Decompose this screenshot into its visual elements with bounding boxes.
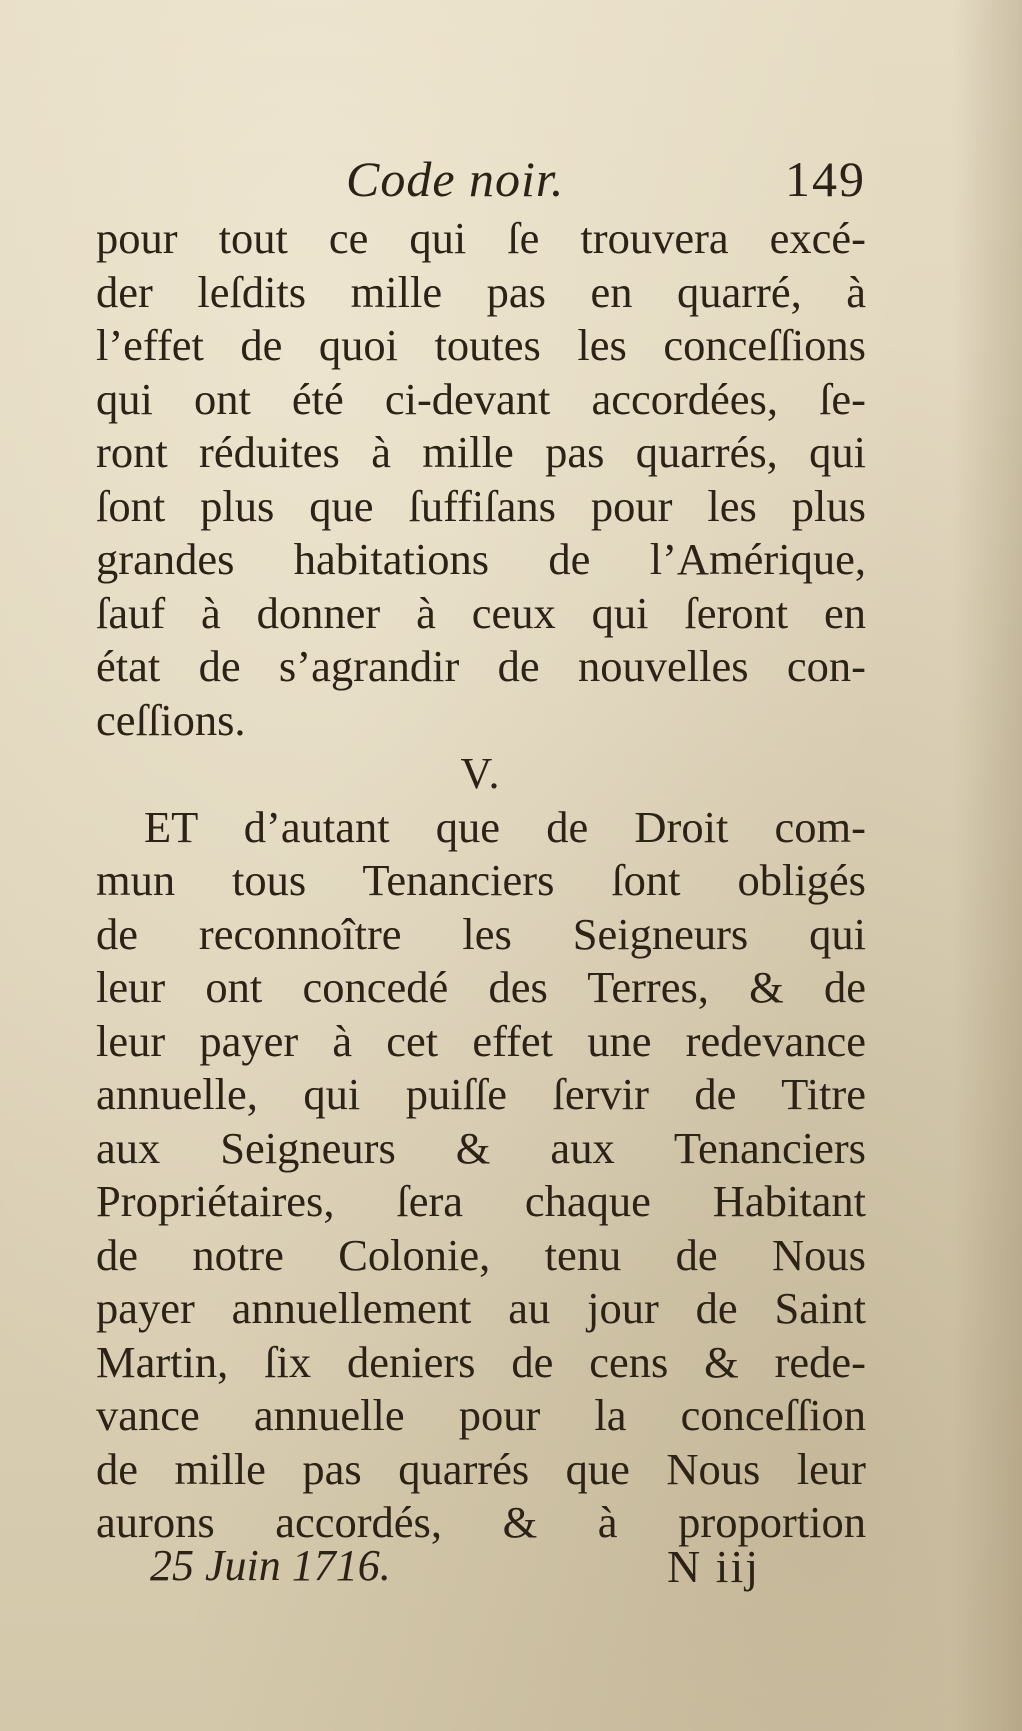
text-line: ront réduites à mille pas quarrés, qui <box>96 427 866 477</box>
text-line: ſont plus que ſuffiſans pour les plus <box>96 480 866 531</box>
footer-date: 25 Juin 1716. <box>150 1541 391 1590</box>
text-line: vance annuelle pour la conceſſion <box>96 1390 866 1440</box>
section-heading: V. <box>460 749 502 798</box>
text-line: de notre Colonie, tenu de Nous <box>96 1229 866 1280</box>
text-line: aux Seigneurs & aux Tenanciers <box>96 1122 866 1173</box>
text-line: aurons accordés, & à proportion <box>96 1497 866 1547</box>
text-line: pour tout ce qui ſe trouvera excé- <box>96 213 866 263</box>
signature-mark: N iij <box>666 1541 760 1592</box>
page-header <box>96 150 866 210</box>
main-text <box>96 212 866 1550</box>
page-edge-shadow <box>952 0 1022 1731</box>
running-title: Code noir. <box>346 151 565 207</box>
text-line: leur payer à cet effet une redevance <box>96 1015 866 1066</box>
text-line: payer annuellement au jour de Saint <box>96 1283 866 1333</box>
text-line: de mille pas quarrés que Nous leur <box>96 1443 866 1494</box>
text-line: der leſdits mille pas en quarré, à <box>96 266 866 317</box>
text-line: ET d’autant que de Droit com- <box>144 801 866 852</box>
text-line: qui ont été ci-devant accordées, ſe- <box>96 373 866 424</box>
text-line: mun tous Tenanciers ſont obligés <box>96 855 866 905</box>
text-line: de reconnoître les Seigneurs qui <box>96 908 866 959</box>
text-line: Propriétaires, ſera chaque Habitant <box>96 1176 866 1226</box>
text-line: ſauf à donner à ceux qui ſeront en <box>96 587 866 638</box>
text-line: ceſſions. <box>96 694 246 745</box>
text-line: leur ont concedé des Terres, & de <box>96 962 866 1012</box>
text-line: Martin, ſix deniers de cens & rede- <box>96 1336 866 1387</box>
text-line: l’effet de quoi toutes les conceſſions <box>96 320 866 370</box>
text-line: grandes habitations de l’Amérique, <box>96 534 866 584</box>
text-line: état de s’agrandir de nouvelles con- <box>96 641 866 691</box>
page-footer <box>150 1540 760 1600</box>
text-line: annuelle, qui puiſſe ſervir de Titre <box>96 1069 866 1119</box>
page-number: 149 <box>785 151 866 207</box>
